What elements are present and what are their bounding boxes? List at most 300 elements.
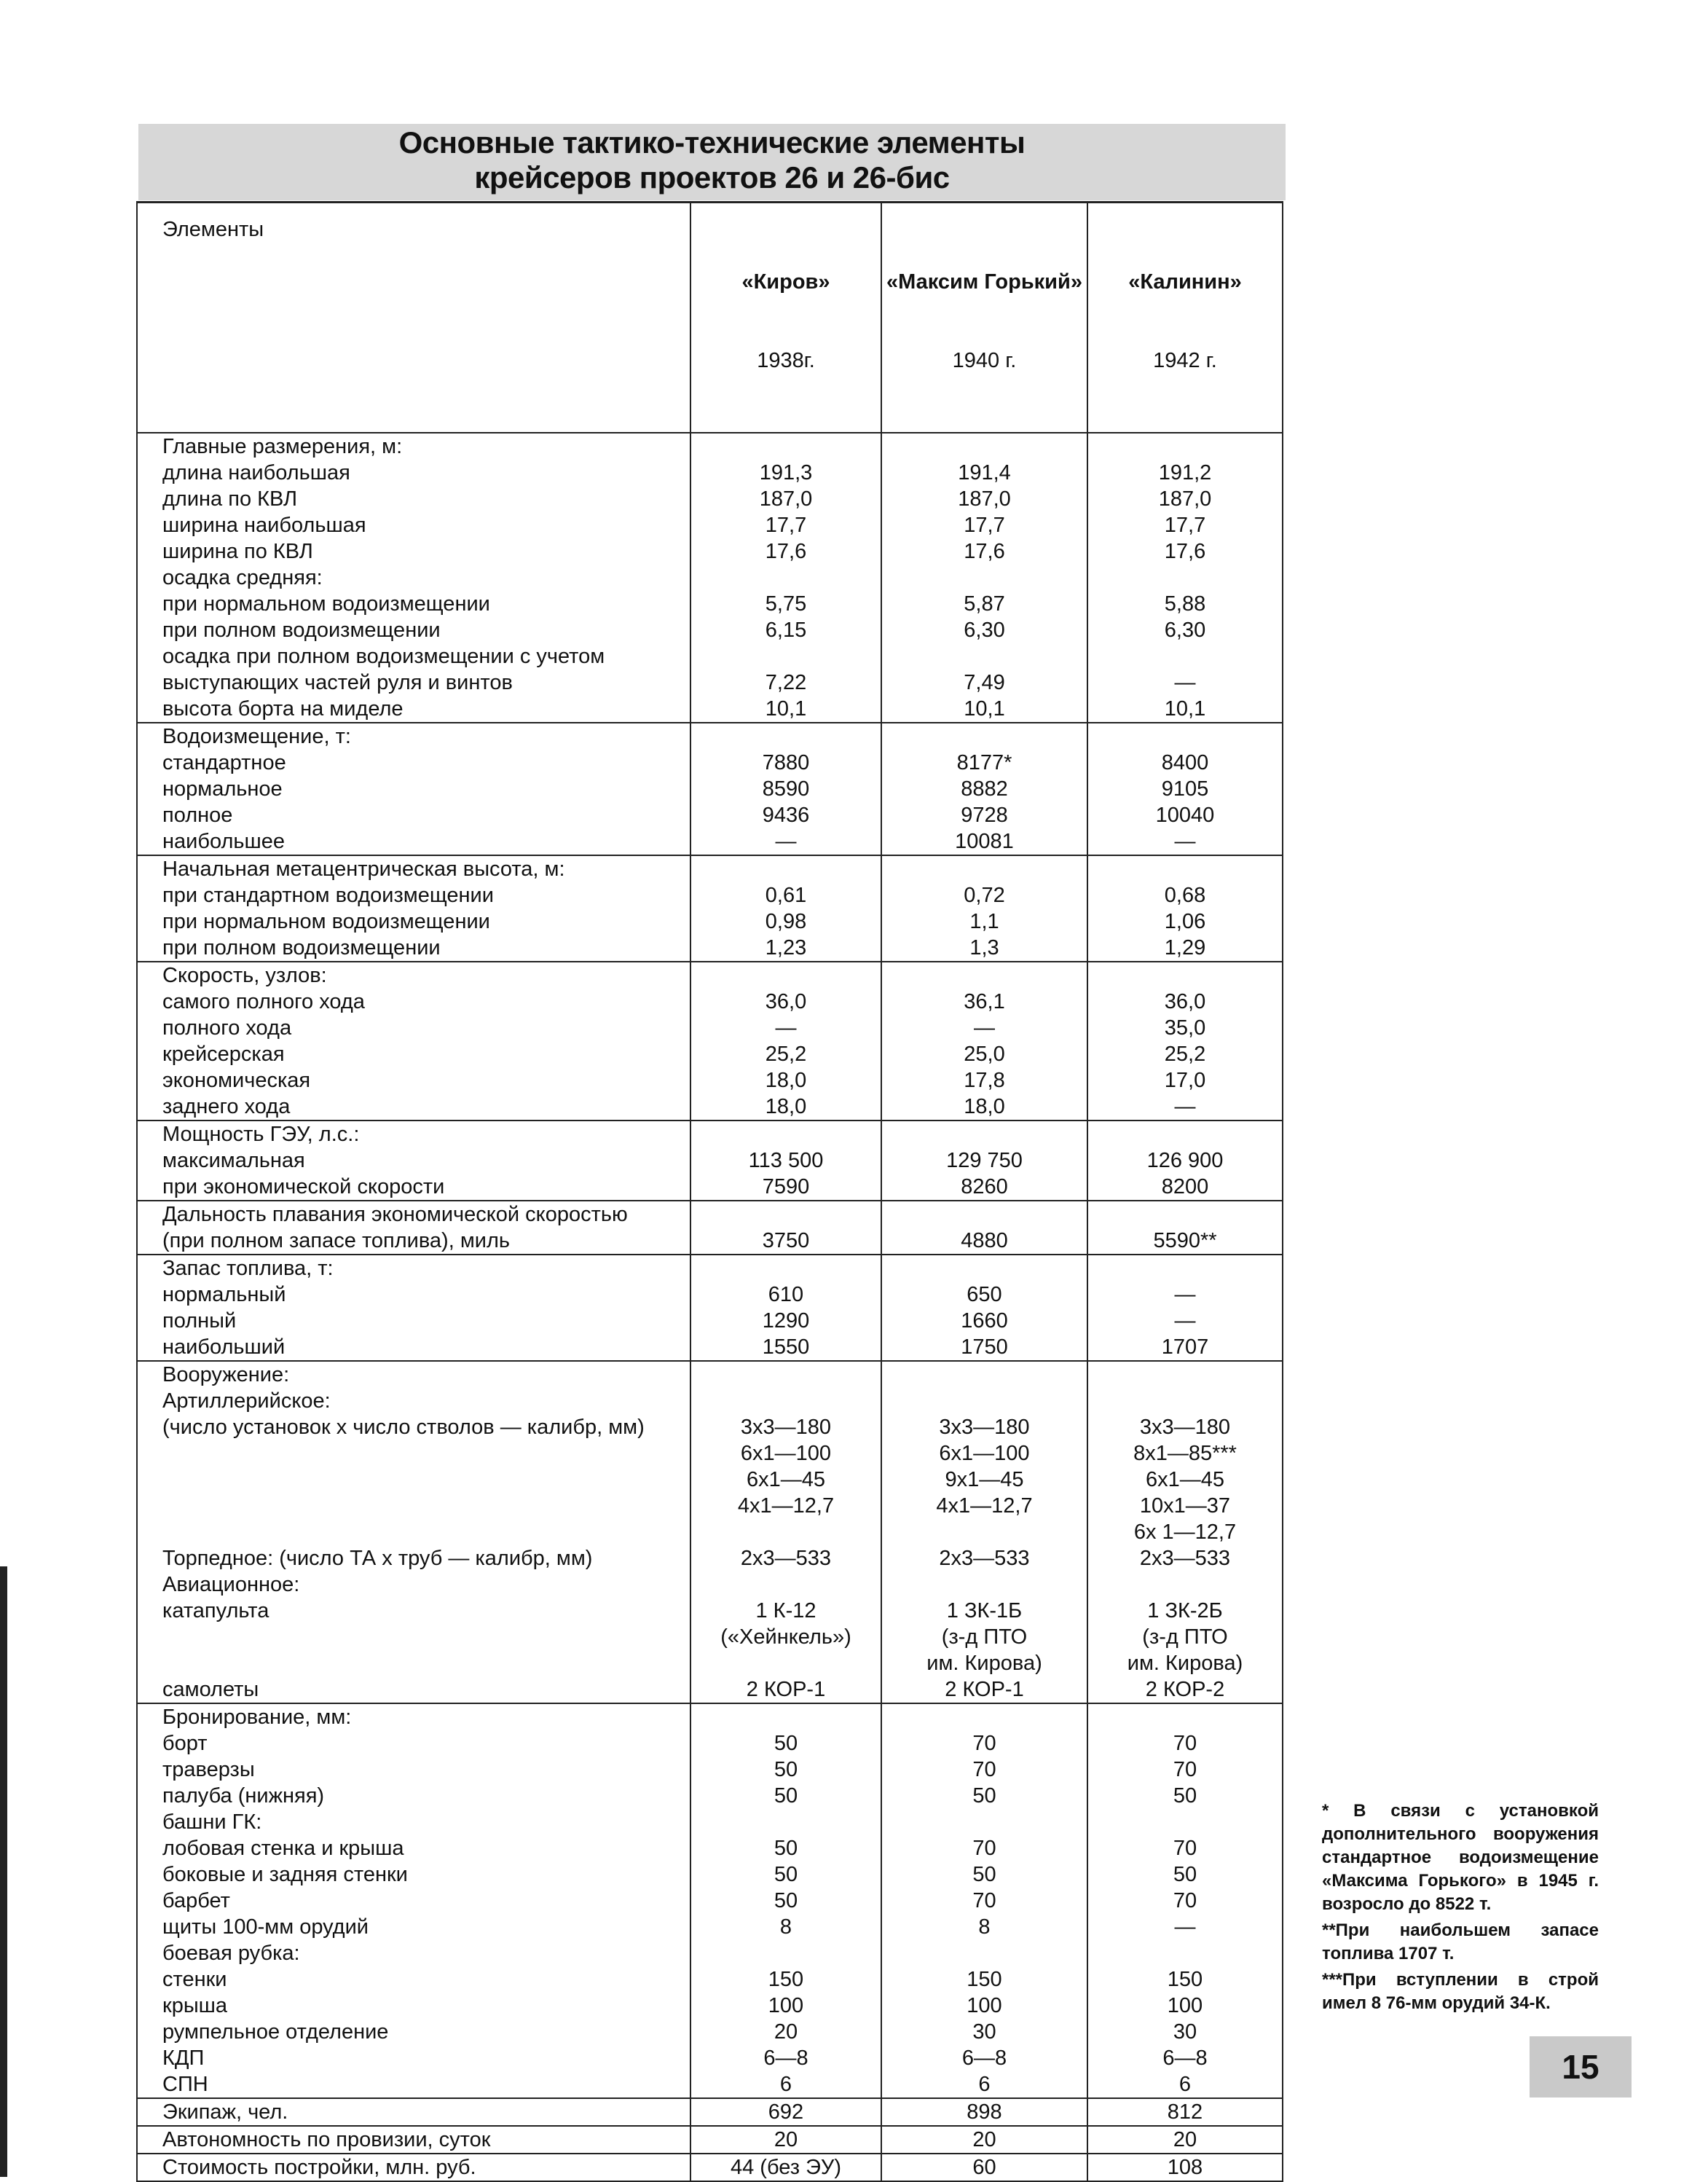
row-value-1: 1290: [690, 1308, 881, 1334]
table-header-row: [137, 203, 1283, 433]
row-label: (при полном запасе топлива), миль: [137, 1228, 690, 1255]
row-value-2: [881, 1361, 1087, 1388]
row-value-3: [1087, 1361, 1283, 1388]
table-row: [137, 1255, 1283, 1282]
row-value-1: 10,1: [690, 696, 881, 723]
row-value-2: 18,0: [881, 1094, 1087, 1121]
row-value-1: [690, 1255, 881, 1282]
row-value-2: 8177*: [881, 750, 1087, 776]
header-ship-maxim-gorky: [881, 203, 1087, 433]
row-value-1: [690, 723, 881, 750]
row-label: длина наибольшая: [137, 460, 690, 486]
row-value-1: 1,23: [690, 935, 881, 962]
row-value-3: 70: [1087, 1835, 1283, 1861]
row-value-2: 70: [881, 1757, 1087, 1783]
row-value-1: [690, 643, 881, 670]
row-value-2: 898: [881, 2098, 1087, 2126]
row-value-1: [690, 962, 881, 989]
row-value-3: [1087, 1571, 1283, 1598]
row-value-3: [1087, 962, 1283, 989]
table-row: [137, 1888, 1283, 1914]
table-row: [137, 1015, 1283, 1041]
row-value-2: —: [881, 1015, 1087, 1041]
table-row: [137, 696, 1283, 723]
row-label: наибольший: [137, 1334, 690, 1361]
row-value-2: 1660: [881, 1308, 1087, 1334]
row-value-3: [1087, 723, 1283, 750]
row-value-2: [881, 1121, 1087, 1147]
row-label: [137, 1624, 690, 1650]
row-value-3: 1707: [1087, 1334, 1283, 1361]
row-value-3: 191,2: [1087, 460, 1283, 486]
row-value-2: 4880: [881, 1228, 1087, 1255]
row-value-3: [1087, 1703, 1283, 1730]
row-value-3: 10040: [1087, 802, 1283, 828]
row-value-2: 0,72: [881, 882, 1087, 908]
row-label: [137, 1519, 690, 1545]
row-label: ширина наибольшая: [137, 512, 690, 538]
row-value-3: 17,6: [1087, 538, 1283, 565]
row-value-3: 8400: [1087, 750, 1283, 776]
row-label: при полном водоизмещении: [137, 935, 690, 962]
table-row: [137, 828, 1283, 855]
table-row: [137, 591, 1283, 617]
row-value-3: 187,0: [1087, 486, 1283, 512]
table-row: [137, 1308, 1283, 1334]
row-value-2: 8882: [881, 776, 1087, 802]
row-value-2: 30: [881, 2019, 1087, 2045]
row-value-1: 20: [690, 2126, 881, 2154]
row-label: полный: [137, 1308, 690, 1334]
row-label: крыша: [137, 1993, 690, 2019]
row-value-1: [690, 1940, 881, 1966]
row-value-1: —: [690, 1015, 881, 1041]
row-value-3: 50: [1087, 1861, 1283, 1888]
row-label: щиты 100-мм орудий: [137, 1914, 690, 1940]
row-value-2: 50: [881, 1861, 1087, 1888]
table-row: [137, 538, 1283, 565]
row-label: Авиационное:: [137, 1571, 690, 1598]
row-label: полное: [137, 802, 690, 828]
row-label: при стандартном водоизмещении: [137, 882, 690, 908]
row-label: полного хода: [137, 1015, 690, 1041]
table-row: [137, 1966, 1283, 1993]
row-value-3: 1,06: [1087, 908, 1283, 935]
row-label: румпельное отделение: [137, 2019, 690, 2045]
row-value-1: 0,61: [690, 882, 881, 908]
table-row: [137, 1121, 1283, 1147]
row-value-1: 6х1—100: [690, 1440, 881, 1467]
ship-year: 1940 г.: [952, 349, 1017, 372]
row-value-3: 36,0: [1087, 989, 1283, 1015]
table-row: [137, 1940, 1283, 1966]
row-value-1: 25,2: [690, 1041, 881, 1067]
row-value-3: 50: [1087, 1783, 1283, 1809]
header-ship-kirov: [690, 203, 881, 433]
row-value-3: —: [1087, 1094, 1283, 1121]
row-value-1: 44 (без ЭУ): [690, 2154, 881, 2181]
row-value-1: 2х3—533: [690, 1545, 881, 1571]
row-value-2: [881, 1255, 1087, 1282]
row-value-1: [690, 1519, 881, 1545]
table-row: [137, 486, 1283, 512]
row-value-2: [881, 1571, 1087, 1598]
table-row: [137, 1282, 1283, 1308]
row-label: крейсерская: [137, 1041, 690, 1067]
row-value-2: 1,1: [881, 908, 1087, 935]
row-label: нормальное: [137, 776, 690, 802]
ship-name: «Максим Горький»: [886, 270, 1082, 294]
row-label: самого полного хода: [137, 989, 690, 1015]
table-row: [137, 1493, 1283, 1519]
ship-name: «Калинин»: [1128, 270, 1242, 294]
row-value-3: [1087, 643, 1283, 670]
row-label: [137, 1467, 690, 1493]
row-value-2: [881, 855, 1087, 882]
table-row: [137, 2071, 1283, 2098]
row-value-1: 20: [690, 2019, 881, 2045]
row-value-2: 17,8: [881, 1067, 1087, 1094]
header-ship-kalinin: [1087, 203, 1283, 433]
row-label: осадка при полном водоизмещении с учетом: [137, 643, 690, 670]
row-value-2: 1,3: [881, 935, 1087, 962]
table-row: [137, 1676, 1283, 1703]
table-row: [137, 512, 1283, 538]
row-value-3: 812: [1087, 2098, 1283, 2126]
row-value-2: 6х1—100: [881, 1440, 1087, 1467]
row-value-2: им. Кирова): [881, 1650, 1087, 1676]
row-value-2: 150: [881, 1966, 1087, 1993]
row-value-1: 18,0: [690, 1067, 881, 1094]
row-value-2: 7,49: [881, 670, 1087, 696]
table-row: [137, 1440, 1283, 1467]
table-row: [137, 989, 1283, 1015]
row-label: при полном водоизмещении: [137, 617, 690, 643]
row-value-2: 9х1—45: [881, 1467, 1087, 1493]
row-value-1: 1 К-12: [690, 1598, 881, 1624]
row-value-3: 6х 1—12,7: [1087, 1519, 1283, 1545]
row-value-1: 6: [690, 2071, 881, 2098]
table-row: [137, 1147, 1283, 1174]
row-label: палуба (нижняя): [137, 1783, 690, 1809]
row-value-3: 1 ЗК-2Б: [1087, 1598, 1283, 1624]
row-value-3: им. Кирова): [1087, 1650, 1283, 1676]
row-value-1: 8: [690, 1914, 881, 1940]
row-value-1: 9436: [690, 802, 881, 828]
row-value-1: 18,0: [690, 1094, 881, 1121]
row-value-2: 10081: [881, 828, 1087, 855]
row-label: Главные размерения, м:: [137, 433, 690, 460]
row-label: Скорость, узлов:: [137, 962, 690, 989]
row-value-3: [1087, 1388, 1283, 1414]
row-value-1: 36,0: [690, 989, 881, 1015]
table-row: [137, 1067, 1283, 1094]
row-value-2: 70: [881, 1888, 1087, 1914]
row-label: боковые и задняя стенки: [137, 1861, 690, 1888]
row-value-3: 100: [1087, 1993, 1283, 2019]
table-row: [137, 750, 1283, 776]
row-label: Запас топлива, т:: [137, 1255, 690, 1282]
table-row: [137, 1598, 1283, 1624]
row-label: лобовая стенка и крыша: [137, 1835, 690, 1861]
row-value-1: 191,3: [690, 460, 881, 486]
table-row: [137, 962, 1283, 989]
table-row: [137, 433, 1283, 460]
ship-year: 1942 г.: [1153, 349, 1217, 372]
row-value-2: 10,1: [881, 696, 1087, 723]
row-value-2: (з-д ПТО: [881, 1624, 1087, 1650]
table-row: [137, 2154, 1283, 2181]
footnote-3: ***При вступлении в строй имел 8 76-мм орудий 34-К.: [1322, 1970, 1599, 2013]
table-row: [137, 1861, 1283, 1888]
row-label: башни ГК:: [137, 1809, 690, 1835]
row-value-1: 7590: [690, 1174, 881, 1201]
row-value-2: [881, 1940, 1087, 1966]
row-label: (число установок х число стволов — калибр, мм): [137, 1414, 690, 1440]
row-label: катапульта: [137, 1598, 690, 1624]
row-value-2: [881, 433, 1087, 460]
row-value-1: [690, 1703, 881, 1730]
row-value-3: 6х1—45: [1087, 1467, 1283, 1493]
row-value-2: 2х3—533: [881, 1545, 1087, 1571]
row-value-3: 6: [1087, 2071, 1283, 2098]
row-label: нормальный: [137, 1282, 690, 1308]
row-value-3: 8х1—85***: [1087, 1440, 1283, 1467]
row-value-3: [1087, 1940, 1283, 1966]
row-label: Вооружение:: [137, 1361, 690, 1388]
row-value-1: [690, 1121, 881, 1147]
table-row: [137, 565, 1283, 591]
row-value-1: 0,98: [690, 908, 881, 935]
row-value-3: 2 КОР-2: [1087, 1676, 1283, 1703]
row-value-3: 1,29: [1087, 935, 1283, 962]
table-row: [137, 1809, 1283, 1835]
row-value-2: [881, 1388, 1087, 1414]
table-row: [137, 643, 1283, 670]
table-row: [137, 2126, 1283, 2154]
row-value-2: 25,0: [881, 1041, 1087, 1067]
row-value-3: —: [1087, 1914, 1283, 1940]
row-label: [137, 1493, 690, 1519]
row-value-2: 9728: [881, 802, 1087, 828]
row-value-2: 1750: [881, 1334, 1087, 1361]
row-label: КДП: [137, 2045, 690, 2071]
row-value-3: 126 900: [1087, 1147, 1283, 1174]
row-value-3: —: [1087, 1282, 1283, 1308]
specs-table: [136, 201, 1283, 2182]
row-value-3: 10,1: [1087, 696, 1283, 723]
row-value-3: 9105: [1087, 776, 1283, 802]
row-value-3: 3х3—180: [1087, 1414, 1283, 1440]
binding-edge: [0, 1566, 7, 2177]
table-row: [137, 1545, 1283, 1571]
row-value-2: 5,87: [881, 591, 1087, 617]
row-label: длина по КВЛ: [137, 486, 690, 512]
row-value-2: 4х1—12,7: [881, 1493, 1087, 1519]
row-value-2: 6: [881, 2071, 1087, 2098]
row-value-1: 187,0: [690, 486, 881, 512]
row-value-3: [1087, 433, 1283, 460]
header-elements: Элементы: [137, 203, 690, 433]
table-row: [137, 1519, 1283, 1545]
table-row: [137, 776, 1283, 802]
table-row: [137, 1467, 1283, 1493]
table-row: [137, 1914, 1283, 1940]
row-value-1: [690, 1650, 881, 1676]
row-value-3: 70: [1087, 1757, 1283, 1783]
table-row: [137, 1783, 1283, 1809]
row-label: Артиллерийское:: [137, 1388, 690, 1414]
table-row: [137, 1041, 1283, 1067]
row-value-2: 2 КОР-1: [881, 1676, 1087, 1703]
row-value-2: [881, 723, 1087, 750]
row-value-1: [690, 855, 881, 882]
row-value-3: 6—8: [1087, 2045, 1283, 2071]
row-value-1: 6—8: [690, 2045, 881, 2071]
row-value-2: [881, 643, 1087, 670]
row-label: максимальная: [137, 1147, 690, 1174]
row-label: высота борта на миделе: [137, 696, 690, 723]
table-row: [137, 1361, 1283, 1388]
row-label: Начальная метацентрическая высота, м:: [137, 855, 690, 882]
row-value-3: [1087, 565, 1283, 591]
table-row: [137, 1730, 1283, 1757]
row-value-1: 17,6: [690, 538, 881, 565]
table-row: [137, 617, 1283, 643]
title-line-2: крейсеров проектов 26 и 26-бис: [474, 160, 950, 195]
row-value-3: —: [1087, 828, 1283, 855]
row-value-3: 2х3—533: [1087, 1545, 1283, 1571]
row-label: Дальность плавания экономической скоростью: [137, 1201, 690, 1228]
row-value-3: 70: [1087, 1730, 1283, 1757]
table-row: [137, 1650, 1283, 1676]
row-label: при нормальном водоизмещении: [137, 591, 690, 617]
row-value-1: [690, 1201, 881, 1228]
row-value-3: [1087, 1121, 1283, 1147]
row-label: [137, 1440, 690, 1467]
row-value-1: 4х1—12,7: [690, 1493, 881, 1519]
table-row: [137, 1835, 1283, 1861]
row-value-1: 7,22: [690, 670, 881, 696]
row-value-1: 3х3—180: [690, 1414, 881, 1440]
table-row: [137, 1174, 1283, 1201]
row-label: самолеты: [137, 1676, 690, 1703]
row-value-1: 7880: [690, 750, 881, 776]
table-row: [137, 2019, 1283, 2045]
row-value-2: 70: [881, 1730, 1087, 1757]
table-row: [137, 1414, 1283, 1440]
row-label: Водоизмещение, т:: [137, 723, 690, 750]
ship-year: 1938г.: [757, 349, 815, 372]
row-value-3: —: [1087, 670, 1283, 696]
table-row: [137, 1201, 1283, 1228]
row-value-2: 129 750: [881, 1147, 1087, 1174]
table-row: [137, 855, 1283, 882]
row-value-2: 20: [881, 2126, 1087, 2154]
row-value-3: 8200: [1087, 1174, 1283, 1201]
row-value-1: 113 500: [690, 1147, 881, 1174]
row-value-3: [1087, 855, 1283, 882]
row-value-2: 60: [881, 2154, 1087, 2181]
row-value-1: 50: [690, 1835, 881, 1861]
row-label: заднего хода: [137, 1094, 690, 1121]
row-value-1: [690, 1809, 881, 1835]
row-value-3: 70: [1087, 1888, 1283, 1914]
row-value-2: [881, 1809, 1087, 1835]
row-value-3: 0,68: [1087, 882, 1283, 908]
row-label: выступающих частей руля и винтов: [137, 670, 690, 696]
table-row: [137, 1388, 1283, 1414]
footnotes: [1322, 1800, 1599, 2018]
row-label: борт: [137, 1730, 690, 1757]
row-value-2: [881, 1519, 1087, 1545]
row-label: Автономность по провизии, суток: [137, 2126, 690, 2154]
row-value-2: 8: [881, 1914, 1087, 1940]
row-value-3: 10х1—37: [1087, 1493, 1283, 1519]
row-value-1: 2 КОР-1: [690, 1676, 881, 1703]
row-value-1: 1550: [690, 1334, 881, 1361]
row-label: ширина по КВЛ: [137, 538, 690, 565]
row-value-1: 100: [690, 1993, 881, 2019]
row-value-3: 150: [1087, 1966, 1283, 1993]
row-value-1: 610: [690, 1282, 881, 1308]
row-value-1: 8590: [690, 776, 881, 802]
row-value-2: 3х3—180: [881, 1414, 1087, 1440]
row-value-2: [881, 1703, 1087, 1730]
row-value-2: 17,7: [881, 512, 1087, 538]
row-value-2: 187,0: [881, 486, 1087, 512]
row-value-1: 3750: [690, 1228, 881, 1255]
row-value-2: [881, 1201, 1087, 1228]
row-value-2: 6,30: [881, 617, 1087, 643]
table-row: [137, 2098, 1283, 2126]
row-label: Стоимость постройки, млн. руб.: [137, 2154, 690, 2181]
table-row: [137, 2045, 1283, 2071]
row-value-2: 650: [881, 1282, 1087, 1308]
row-value-1: 50: [690, 1730, 881, 1757]
row-label: экономическая: [137, 1067, 690, 1094]
row-value-3: [1087, 1809, 1283, 1835]
ship-name: «Киров»: [741, 270, 830, 294]
row-value-3: [1087, 1255, 1283, 1282]
table-row: [137, 802, 1283, 828]
footnote-1: * В связи с установкой дополнительного вооружения стандартное водоизмещение «Максима Горького» в 1945 г. возросло до 8522 т.: [1322, 1801, 1599, 1914]
row-value-1: 5,75: [690, 591, 881, 617]
table-row: [137, 1703, 1283, 1730]
row-value-1: 6х1—45: [690, 1467, 881, 1493]
row-label: при экономической скорости: [137, 1174, 690, 1201]
row-value-1: 50: [690, 1757, 881, 1783]
table-row: [137, 460, 1283, 486]
page-title: [138, 125, 1286, 195]
table-row: [137, 670, 1283, 696]
row-value-1: 50: [690, 1888, 881, 1914]
row-value-2: [881, 962, 1087, 989]
row-label: при нормальном водоизмещении: [137, 908, 690, 935]
table-row: [137, 1094, 1283, 1121]
row-value-3: 108: [1087, 2154, 1283, 2181]
table-row: [137, 1334, 1283, 1361]
row-label: СПН: [137, 2071, 690, 2098]
row-value-3: 35,0: [1087, 1015, 1283, 1041]
table-row: [137, 935, 1283, 962]
row-value-2: 8260: [881, 1174, 1087, 1201]
row-value-1: 6,15: [690, 617, 881, 643]
row-value-1: —: [690, 828, 881, 855]
row-label: стандартное: [137, 750, 690, 776]
row-value-1: 17,7: [690, 512, 881, 538]
table-row: [137, 1228, 1283, 1255]
